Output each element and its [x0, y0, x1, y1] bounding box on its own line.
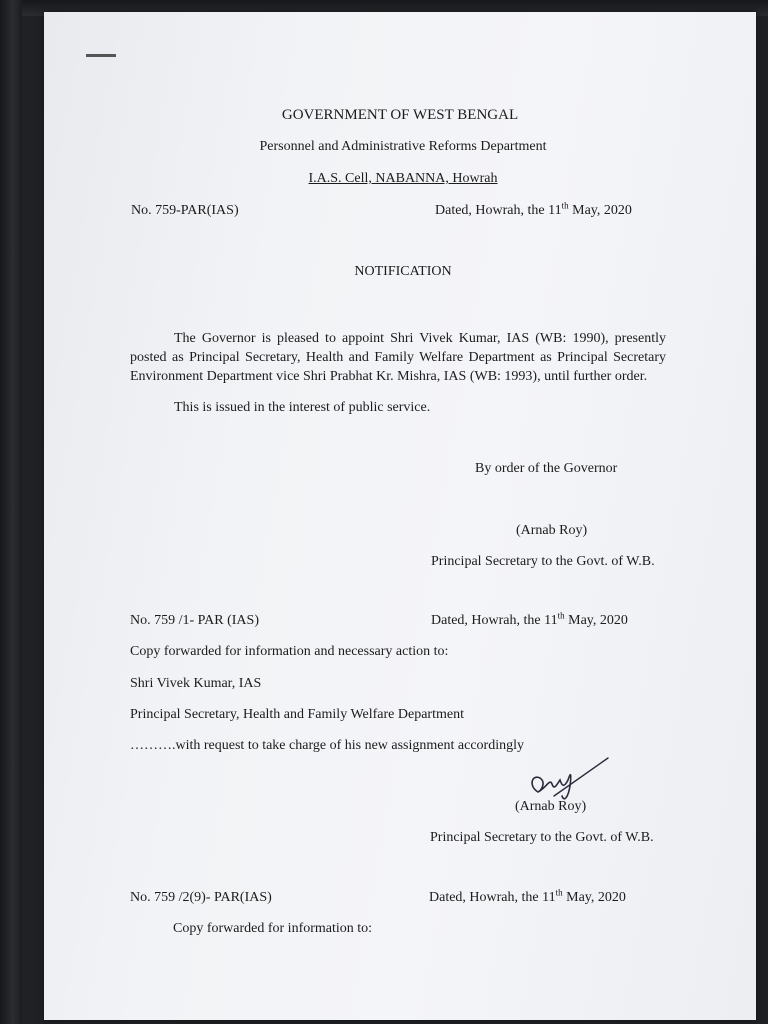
header-government: GOVERNMENT OF WEST BENGAL: [281, 107, 519, 123]
header-department: Personnel and Administrative Reforms Department: [259, 139, 547, 154]
order2-request: ……….with request to take charge of his new assignment accordingly: [130, 738, 524, 753]
order2-recipient-post: Principal Secretary, Health and Family Welfare Department: [130, 707, 464, 722]
order3-number: No. 759 /2(9)- PAR(IAS): [130, 890, 272, 905]
notification-title: NOTIFICATION: [354, 264, 452, 279]
order2-forwarded: Copy forwarded for information and necessary action to:: [130, 644, 449, 659]
order2-signatory-name: (Arnab Roy): [515, 799, 587, 814]
order1-number: No. 759-PAR(IAS): [131, 203, 239, 218]
public-service-line: This is issued in the interest of public service.: [174, 400, 431, 415]
order2-signatory-designation: Principal Secretary to the Govt. of W.B.: [430, 830, 654, 845]
order3-date: Dated, Howrah, the 11th May, 2020: [429, 887, 626, 905]
order3-forwarded: Copy forwarded for information to:: [173, 921, 373, 936]
document-page: [44, 12, 756, 1020]
order2-date: Dated, Howrah, the 11th May, 2020: [431, 610, 628, 628]
by-order-line: By order of the Governor: [475, 461, 618, 476]
signatory-name: (Arnab Roy): [516, 523, 588, 538]
signatory-designation: Principal Secretary to the Govt. of W.B.: [431, 554, 655, 569]
top-dash-mark: [86, 54, 116, 57]
header-cell: I.A.S. Cell, NABANNA, Howrah: [308, 171, 498, 186]
order2-number: No. 759 /1- PAR (IAS): [130, 613, 259, 628]
handwritten-signature: [524, 756, 614, 804]
notification-body: The Governor is pleased to appoint Shri Vivek Kumar, IAS (WB: 1990), presently posted as Principal Secretary, Health and Family Welfare Department as Principal Secretary Environment Department vice Shri Prabhat Kr. Mishra, IAS (WB: 1993), until further order.: [130, 331, 666, 384]
order1-date: Dated, Howrah, the 11th May, 2020: [435, 200, 632, 218]
order2-recipient-name: Shri Vivek Kumar, IAS: [130, 676, 262, 691]
background-frame-left: [0, 0, 22, 1024]
